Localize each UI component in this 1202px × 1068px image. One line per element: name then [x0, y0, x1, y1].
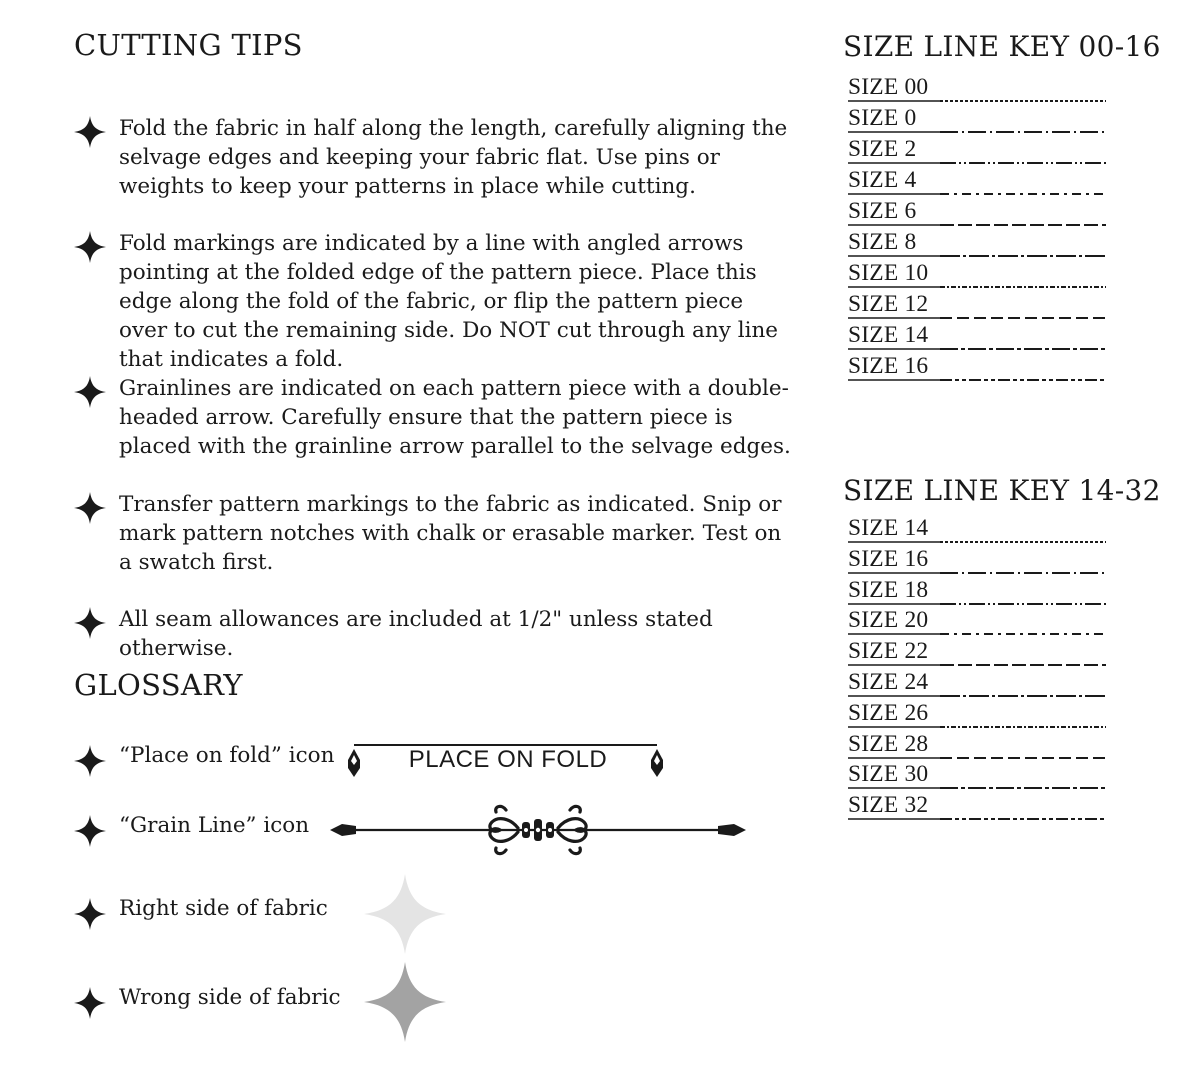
- size-label: SIZE 00: [848, 74, 929, 100]
- sparkle-bullet-icon: [74, 815, 106, 847]
- size-label: SIZE 12: [848, 291, 929, 317]
- tip-item: [74, 374, 794, 461]
- size-label: SIZE 0: [848, 105, 917, 131]
- size-label: SIZE 26: [848, 699, 929, 726]
- tip-text: Grainlines are indicated on each pattern piece with a double-headed arrow. Carefully ensure that the pattern piece is placed with the grainline arrow parallel to the selvage edges.: [119, 376, 791, 459]
- glossary-label: “Place on fold” icon: [119, 743, 335, 768]
- sparkle-bullet-icon: [74, 492, 106, 524]
- right-side-star-icon: [364, 874, 446, 954]
- size-label: SIZE 28: [848, 730, 929, 757]
- wrong-side-star-icon: [364, 962, 446, 1042]
- size-label: SIZE 24: [848, 669, 929, 695]
- size-label: SIZE 30: [848, 761, 929, 788]
- size-key-2-title: SIZE LINE KEY 14-32: [843, 474, 1161, 507]
- sparkle-bullet-icon: [74, 231, 106, 263]
- size-label: SIZE 14: [848, 322, 929, 348]
- size-label: SIZE 2: [848, 136, 917, 162]
- glossary-label: “Grain Line” icon: [119, 813, 310, 838]
- sparkle-bullet-icon: [74, 898, 106, 930]
- place-on-fold-icon: [343, 740, 673, 786]
- size-key-1-list: [844, 74, 1114, 390]
- sparkle-bullet-icon: [74, 607, 106, 639]
- tip-text: Transfer pattern markings to the fabric as indicated. Snip or mark pattern notches with chalk or erasable marker. Test on a swatch first.: [119, 492, 782, 575]
- size-label: SIZE 14: [848, 515, 929, 541]
- size-label: SIZE 32: [848, 792, 929, 819]
- sparkle-bullet-icon: [74, 745, 106, 777]
- cutting-tips-title: CUTTING TIPS: [74, 28, 303, 62]
- tip-item: [74, 605, 794, 663]
- size-label: SIZE 8: [848, 229, 917, 255]
- tip-text: All seam allowances are included at 1/2" unless stated otherwise.: [119, 607, 713, 661]
- sparkle-bullet-icon: [74, 116, 106, 148]
- size-label: SIZE 4: [848, 167, 917, 193]
- tip-text: Fold the fabric in half along the length, carefully aligning the selvage edges and keeping your fabric flat. Use pins or weights to keep your patterns in place while cutting.: [119, 116, 788, 199]
- size-label: SIZE 10: [848, 260, 929, 286]
- sparkle-bullet-icon: [74, 376, 106, 408]
- place-on-fold-text: PLACE ON FOLD: [408, 746, 608, 773]
- size-label: SIZE 16: [848, 545, 929, 572]
- size-label: SIZE 18: [848, 576, 929, 603]
- glossary-title: GLOSSARY: [74, 668, 243, 702]
- size-line-key-row: [844, 353, 1114, 389]
- glossary-label: Wrong side of fabric: [119, 985, 341, 1010]
- size-key-1-title: SIZE LINE KEY 00-16: [843, 30, 1161, 63]
- tip-text: Fold markings are indicated by a line with angled arrows pointing at the folded edge of the pattern piece. Place this edge along the fold of the fabric, or flip the pattern piece over to cut the remaining side. Do NOT cut through any line that indicates a fold.: [119, 231, 779, 372]
- size-line-key-row: [844, 792, 1114, 828]
- glossary-label: Right side of fabric: [119, 896, 328, 921]
- size-label: SIZE 20: [848, 607, 929, 634]
- size-label: SIZE 22: [848, 638, 929, 665]
- size-label: SIZE 16: [848, 353, 929, 379]
- size-label: SIZE 6: [848, 198, 917, 224]
- size-key-2-list: [844, 515, 1114, 831]
- tip-item: [74, 114, 794, 201]
- tip-item: [74, 490, 794, 577]
- grain-line-icon: [326, 800, 750, 860]
- sparkle-bullet-icon: [74, 987, 106, 1019]
- tip-item: [74, 229, 794, 374]
